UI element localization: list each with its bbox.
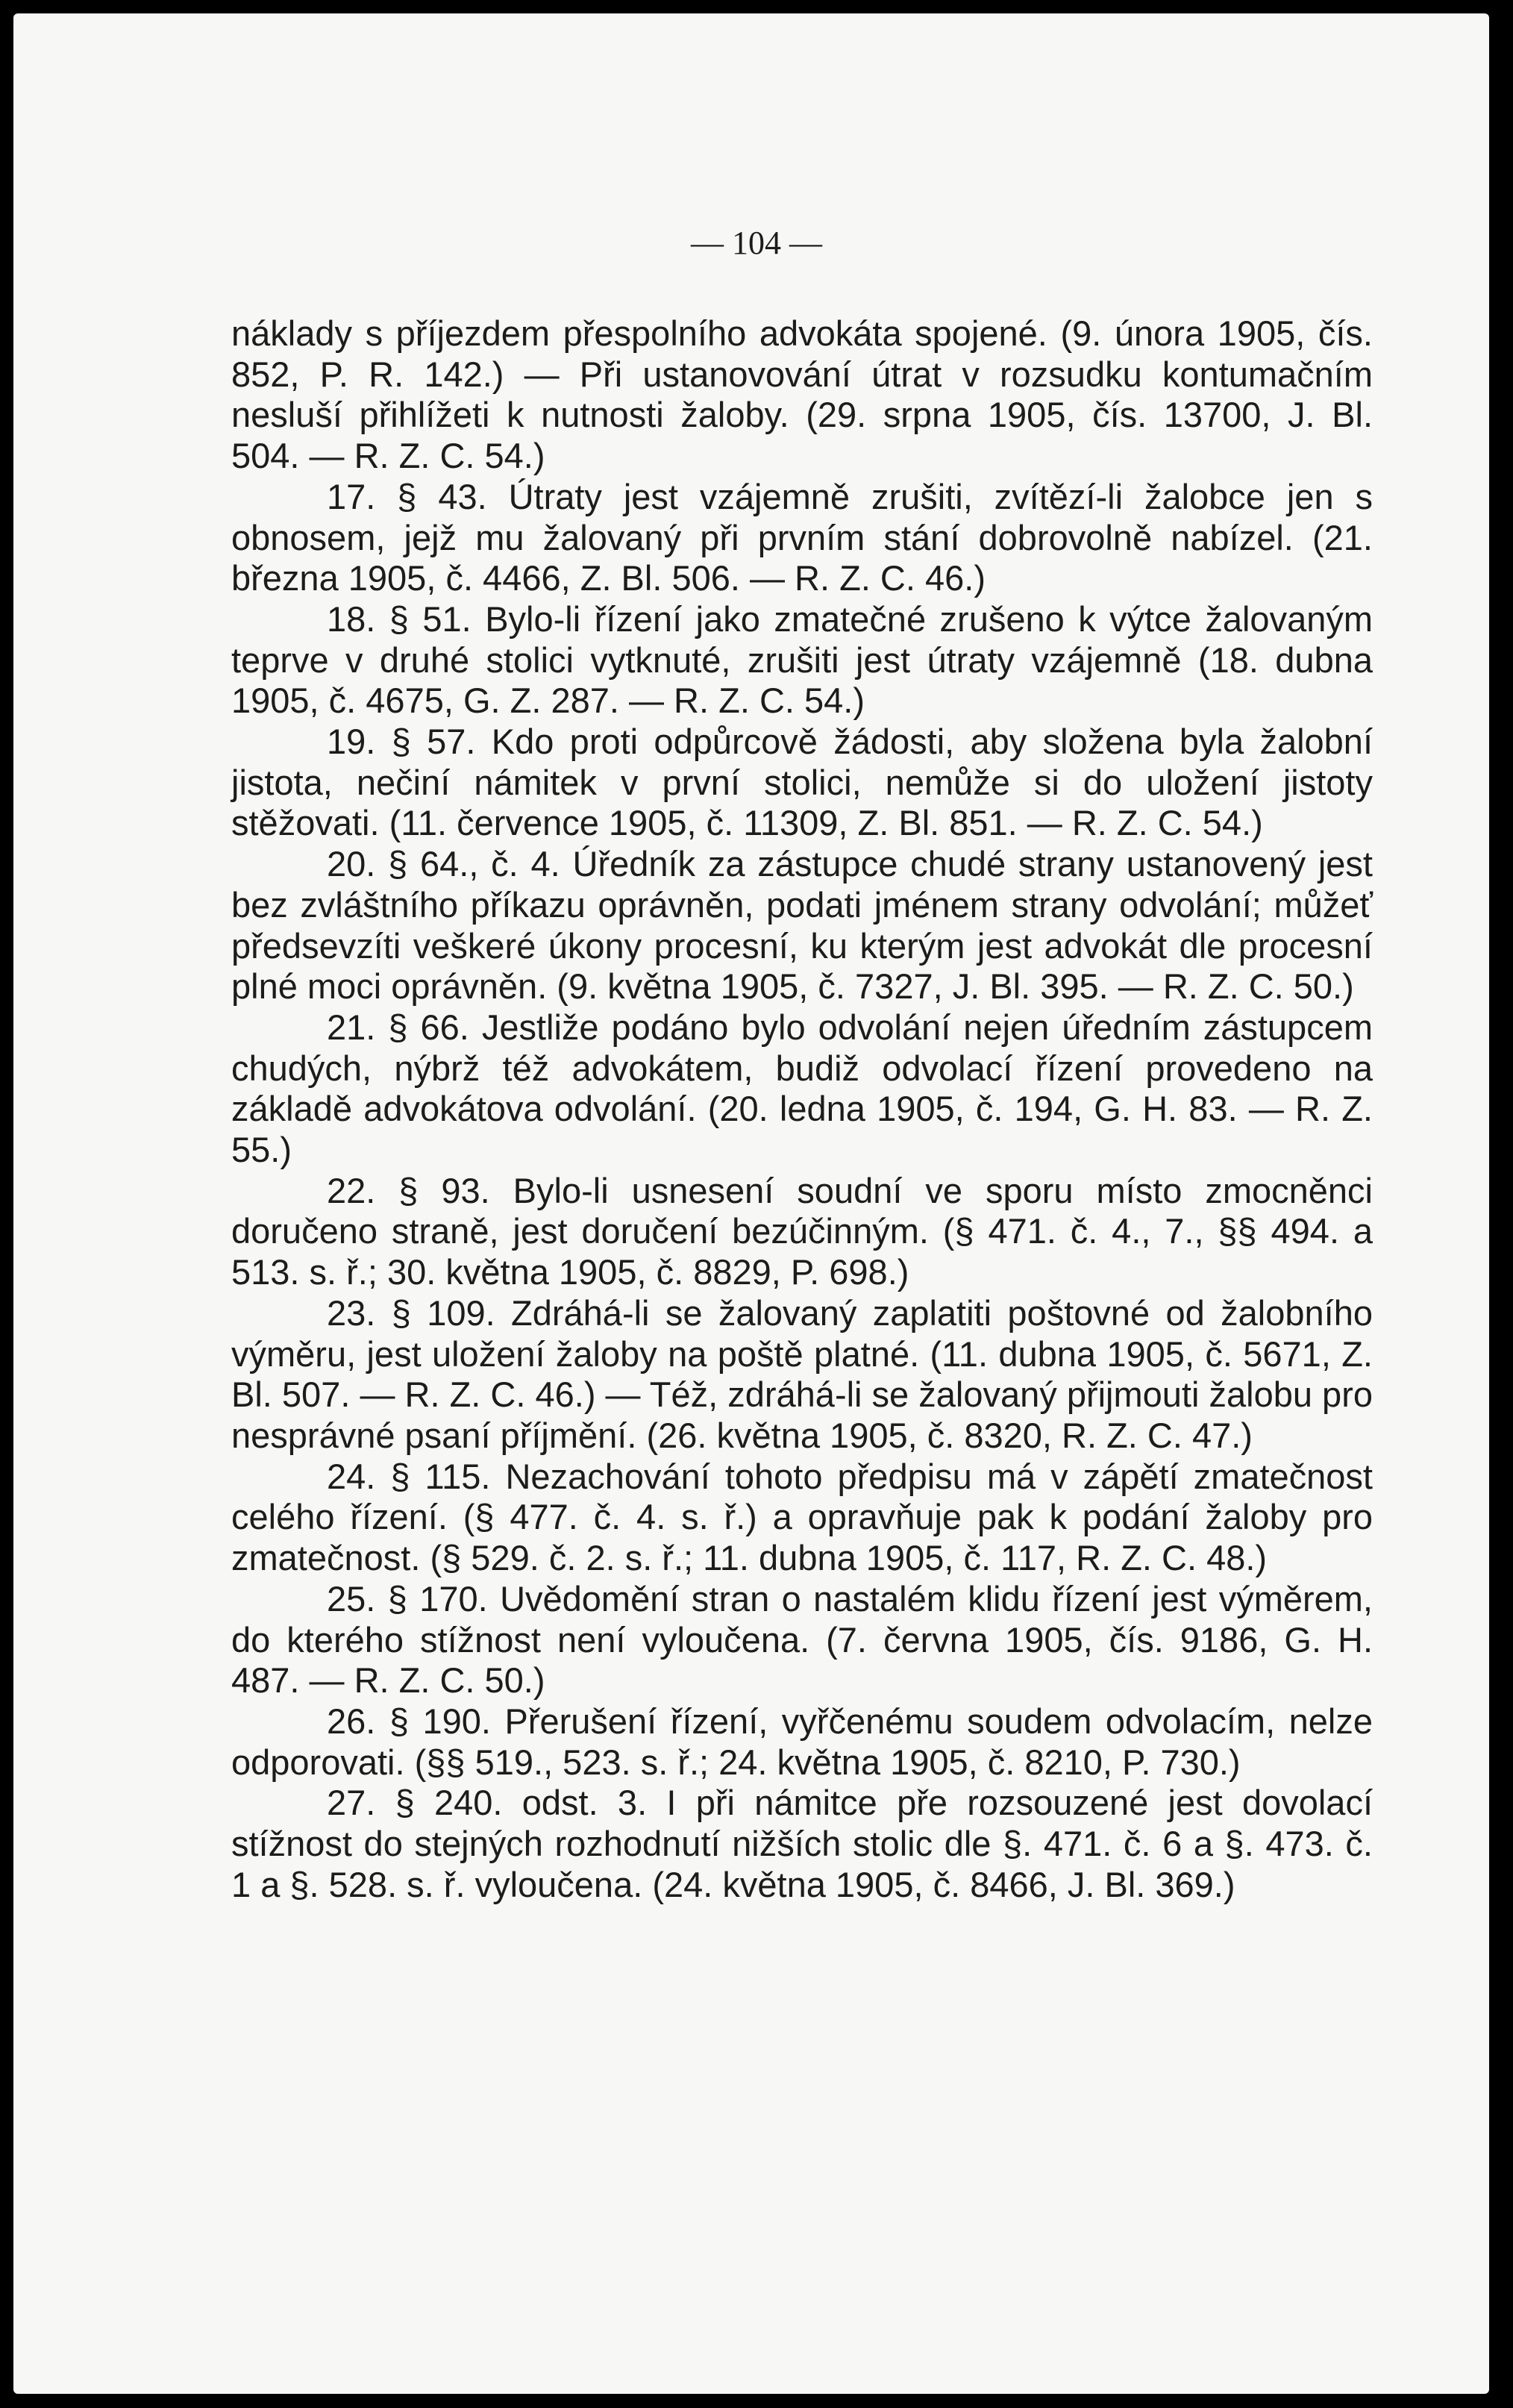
paragraph-23: 23. § 109. Zdráhá-li se žalovaný zaplatiti poštovné od žalobního výměru, jest uložení žaloby na poště platné. (11. dubna 1905, č. 5671, Z. Bl. 507. — R. Z. C. 46.) — Též, zdráhá-li se žalovaný přijmouti žalobu pro nesprávné psaní příjmění. (26. května 1905, č. 8320, R. Z. C. 47.) — [231, 1292, 1373, 1455]
paragraph-21: 21. § 66. Jestliže podáno bylo odvolání nejen úředním zástupcem chudých, nýbrž též advokátem, budiž odvolací řízení provedeno na základě advokátova odvolání. (20. ledna 1905, č. 194, G. H. 83. — R. Z. 55.) — [231, 1007, 1373, 1170]
paragraph-19: 19. § 57. Kdo proti odpůrcově žádosti, aby složena byla žalobní jistota, nečiní námitek v první stolici, nemůže si do uložení jistoty stěžovati. (11. července 1905, č. 11309, Z. Bl. 851. — R. Z. C. 54.) — [231, 722, 1373, 843]
paragraph-24: 24. § 115. Nezachování tohoto předpisu má v zápětí zmatečnost celého řízení. (§ 477. č. 4. s. ř.) a opravňuje pak k podání žaloby pro zmatečnost. (§ 529. č. 2. s. ř.; 11. dubna 1905, č. 117, R. Z. C. 48.) — [231, 1456, 1373, 1578]
paragraph-18: 18. § 51. Bylo-li řízení jako zmatečné zrušeno k výtce žalovaným teprve v druhé stolici vytknuté, zrušiti jest útraty vzájemně (18. dubna 1905, č. 4675, G. Z. 287. — R. Z. C. 54.) — [231, 598, 1373, 721]
paragraph-17: 17. § 43. Útraty jest vzájemně zrušiti, zvítězí-li žalobce jen s obnosem, jejž mu žalovaný při prvním stání dobrovolně nabízel. (21. března 1905, č. 4466, Z. Bl. 506. — R. Z. C. 46.) — [231, 476, 1373, 598]
paragraph-25: 25. § 170. Uvědomění stran o nastalém klidu řízení jest výměrem, do kterého stížnost není vyloučena. (7. června 1905, čís. 9186, G. H. 487. — R. Z. C. 50.) — [231, 1578, 1373, 1701]
paragraph-20: 20. § 64., č. 4. Úředník za zástupce chudé strany ustanovený jest bez zvláštního příkazu oprávněn, podati jménem strany odvolání; můžeť předsevzíti veškeré úkony procesní, ku kterým jest advokát dle procesní plné moci oprávněn. (9. května 1905, č. 7327, J. Bl. 395. — R. Z. C. 50.) — [231, 844, 1373, 1007]
paragraph-26: 26. § 190. Přerušení řízení, vyřčenému soudem odvolacím, nelze odporovati. (§§ 519., 523. s. ř.; 24. května 1905, č. 8210, P. 730.) — [231, 1701, 1373, 1782]
paragraph-27: 27. § 240. odst. 3. I při námitce pře rozsouzené jest dovolací stížnost do stejných rozhodnutí nižších stolic dle §. 471. č. 6 a §. 473. č. 1 a §. 528. s. ř. vyloučena. (24. května 1905, č. 8466, J. Bl. 369.) — [231, 1783, 1373, 1904]
page-number: — 104 — — [691, 225, 822, 261]
paragraph-22: 22. § 93. Bylo-li usnesení soudní ve sporu místo zmocněnci doručeno straně, jest doručení bezúčinným. (§ 471. č. 4., 7., §§ 494. a 513. s. ř.; 30. května 1905, č. 8829, P. 698.) — [231, 1170, 1373, 1292]
page-body-text — [231, 313, 1373, 1905]
paragraph-continuation: náklady s příjezdem přespolního advokáta spojené. (9. února 1905, čís. 852, P. R. 142.) — Při ustanovování útrat v rozsudku kontumačním nesluší přihlížeti k nutnosti žaloby. (29. srpna 1905, čís. 13700, J. Bl. 504. — R. Z. C. 54.) — [231, 313, 1373, 476]
